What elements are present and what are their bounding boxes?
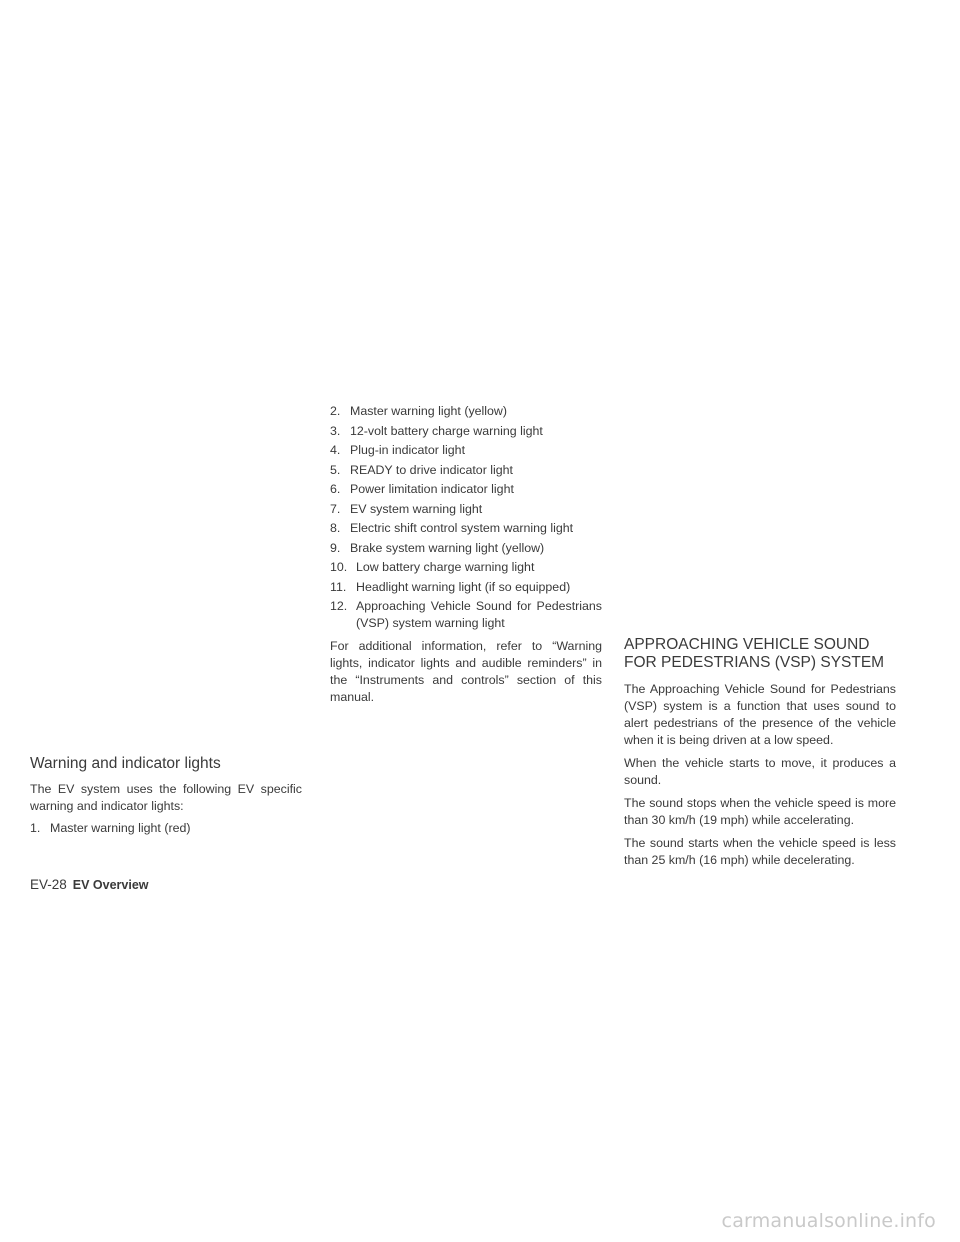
- list-item-text: Low battery charge warning light: [356, 560, 535, 574]
- list-item-number: 12.: [330, 599, 348, 613]
- list-item-text: Headlight warning light (if so equipped): [356, 579, 571, 594]
- intro-paragraph: The EV system uses the following EV specific warning and indicator lights:: [30, 782, 302, 813]
- list-item: [330, 442, 602, 459]
- list-item-text: Brake system warning light (yellow): [350, 540, 545, 555]
- list-item-number: 4.: [330, 443, 341, 457]
- list-item-text: READY to drive indicator light: [350, 462, 513, 477]
- watermark: carmanualsonline.info: [721, 1210, 936, 1232]
- section-heading-warning-lights: Warning and indicator lights: [30, 755, 221, 772]
- list-item-number: 2.: [330, 404, 341, 418]
- list-item-text: Master warning light (red): [50, 821, 191, 835]
- list-item-number: 3.: [330, 423, 341, 438]
- list-item-number: 11.: [330, 579, 347, 594]
- right-column: [624, 636, 896, 875]
- list-item: [330, 598, 602, 632]
- vsp-paragraph: The sound starts when the vehicle speed is less than 25 km/h (16 mph) while decelerating.: [624, 836, 896, 867]
- page-number: EV-28: [30, 877, 67, 892]
- vsp-paragraph: The Approaching Vehicle Sound for Pedestrians (VSP) system is a function that uses sound to alert pedestrians of the presence of the vehicle when it is being driven at a low speed.: [624, 682, 896, 747]
- list-item: [330, 423, 602, 440]
- list-item-text: 12-volt battery charge warning light: [350, 423, 543, 438]
- list-item: [330, 403, 602, 420]
- page-footer: [30, 877, 149, 892]
- list-item: [330, 462, 602, 479]
- list-item-text: Approaching Vehicle Sound for Pedestrians (VSP) system warning light: [356, 599, 602, 630]
- list-item-text: Power limitation indicator light: [350, 482, 514, 496]
- list-item: [330, 559, 602, 576]
- list-item: [330, 481, 602, 498]
- list-item-text: EV system warning light: [350, 501, 483, 516]
- middle-column: [330, 403, 602, 712]
- list-item: [330, 579, 602, 596]
- list-item-text: Master warning light (yellow): [350, 404, 508, 418]
- list-item-number: 8.: [330, 521, 341, 535]
- list-item-number: 6.: [330, 482, 341, 496]
- section-heading-vsp: APPROACHING VEHICLE SOUND FOR PEDESTRIANS (VSP) SYSTEM: [624, 636, 885, 671]
- section-name: EV Overview: [72, 878, 149, 892]
- vsp-paragraph: The sound stops when the vehicle speed is more than 30 km/h (19 mph) while accelerating.: [624, 796, 896, 827]
- list-item-number: 5.: [330, 462, 341, 477]
- vsp-paragraph: When the vehicle starts to move, it produces a sound.: [624, 756, 896, 787]
- list-item-number: 9.: [330, 540, 341, 555]
- list-item-text: Plug-in indicator light: [350, 443, 466, 457]
- list-item-text: Electric shift control system warning light: [350, 521, 574, 535]
- list-item-number: 7.: [330, 501, 341, 516]
- list-item-number: 10.: [330, 560, 348, 574]
- list-item: [330, 540, 602, 557]
- left-column: [30, 755, 302, 840]
- list-item-number: 1.: [30, 821, 41, 835]
- list-item: [330, 501, 602, 518]
- list-item: [30, 820, 302, 837]
- reference-note: For additional information, refer to “Warning lights, indicator lights and audible reminders” in the “Instruments and controls” section of this manual.: [330, 639, 602, 704]
- list-item: [330, 520, 602, 537]
